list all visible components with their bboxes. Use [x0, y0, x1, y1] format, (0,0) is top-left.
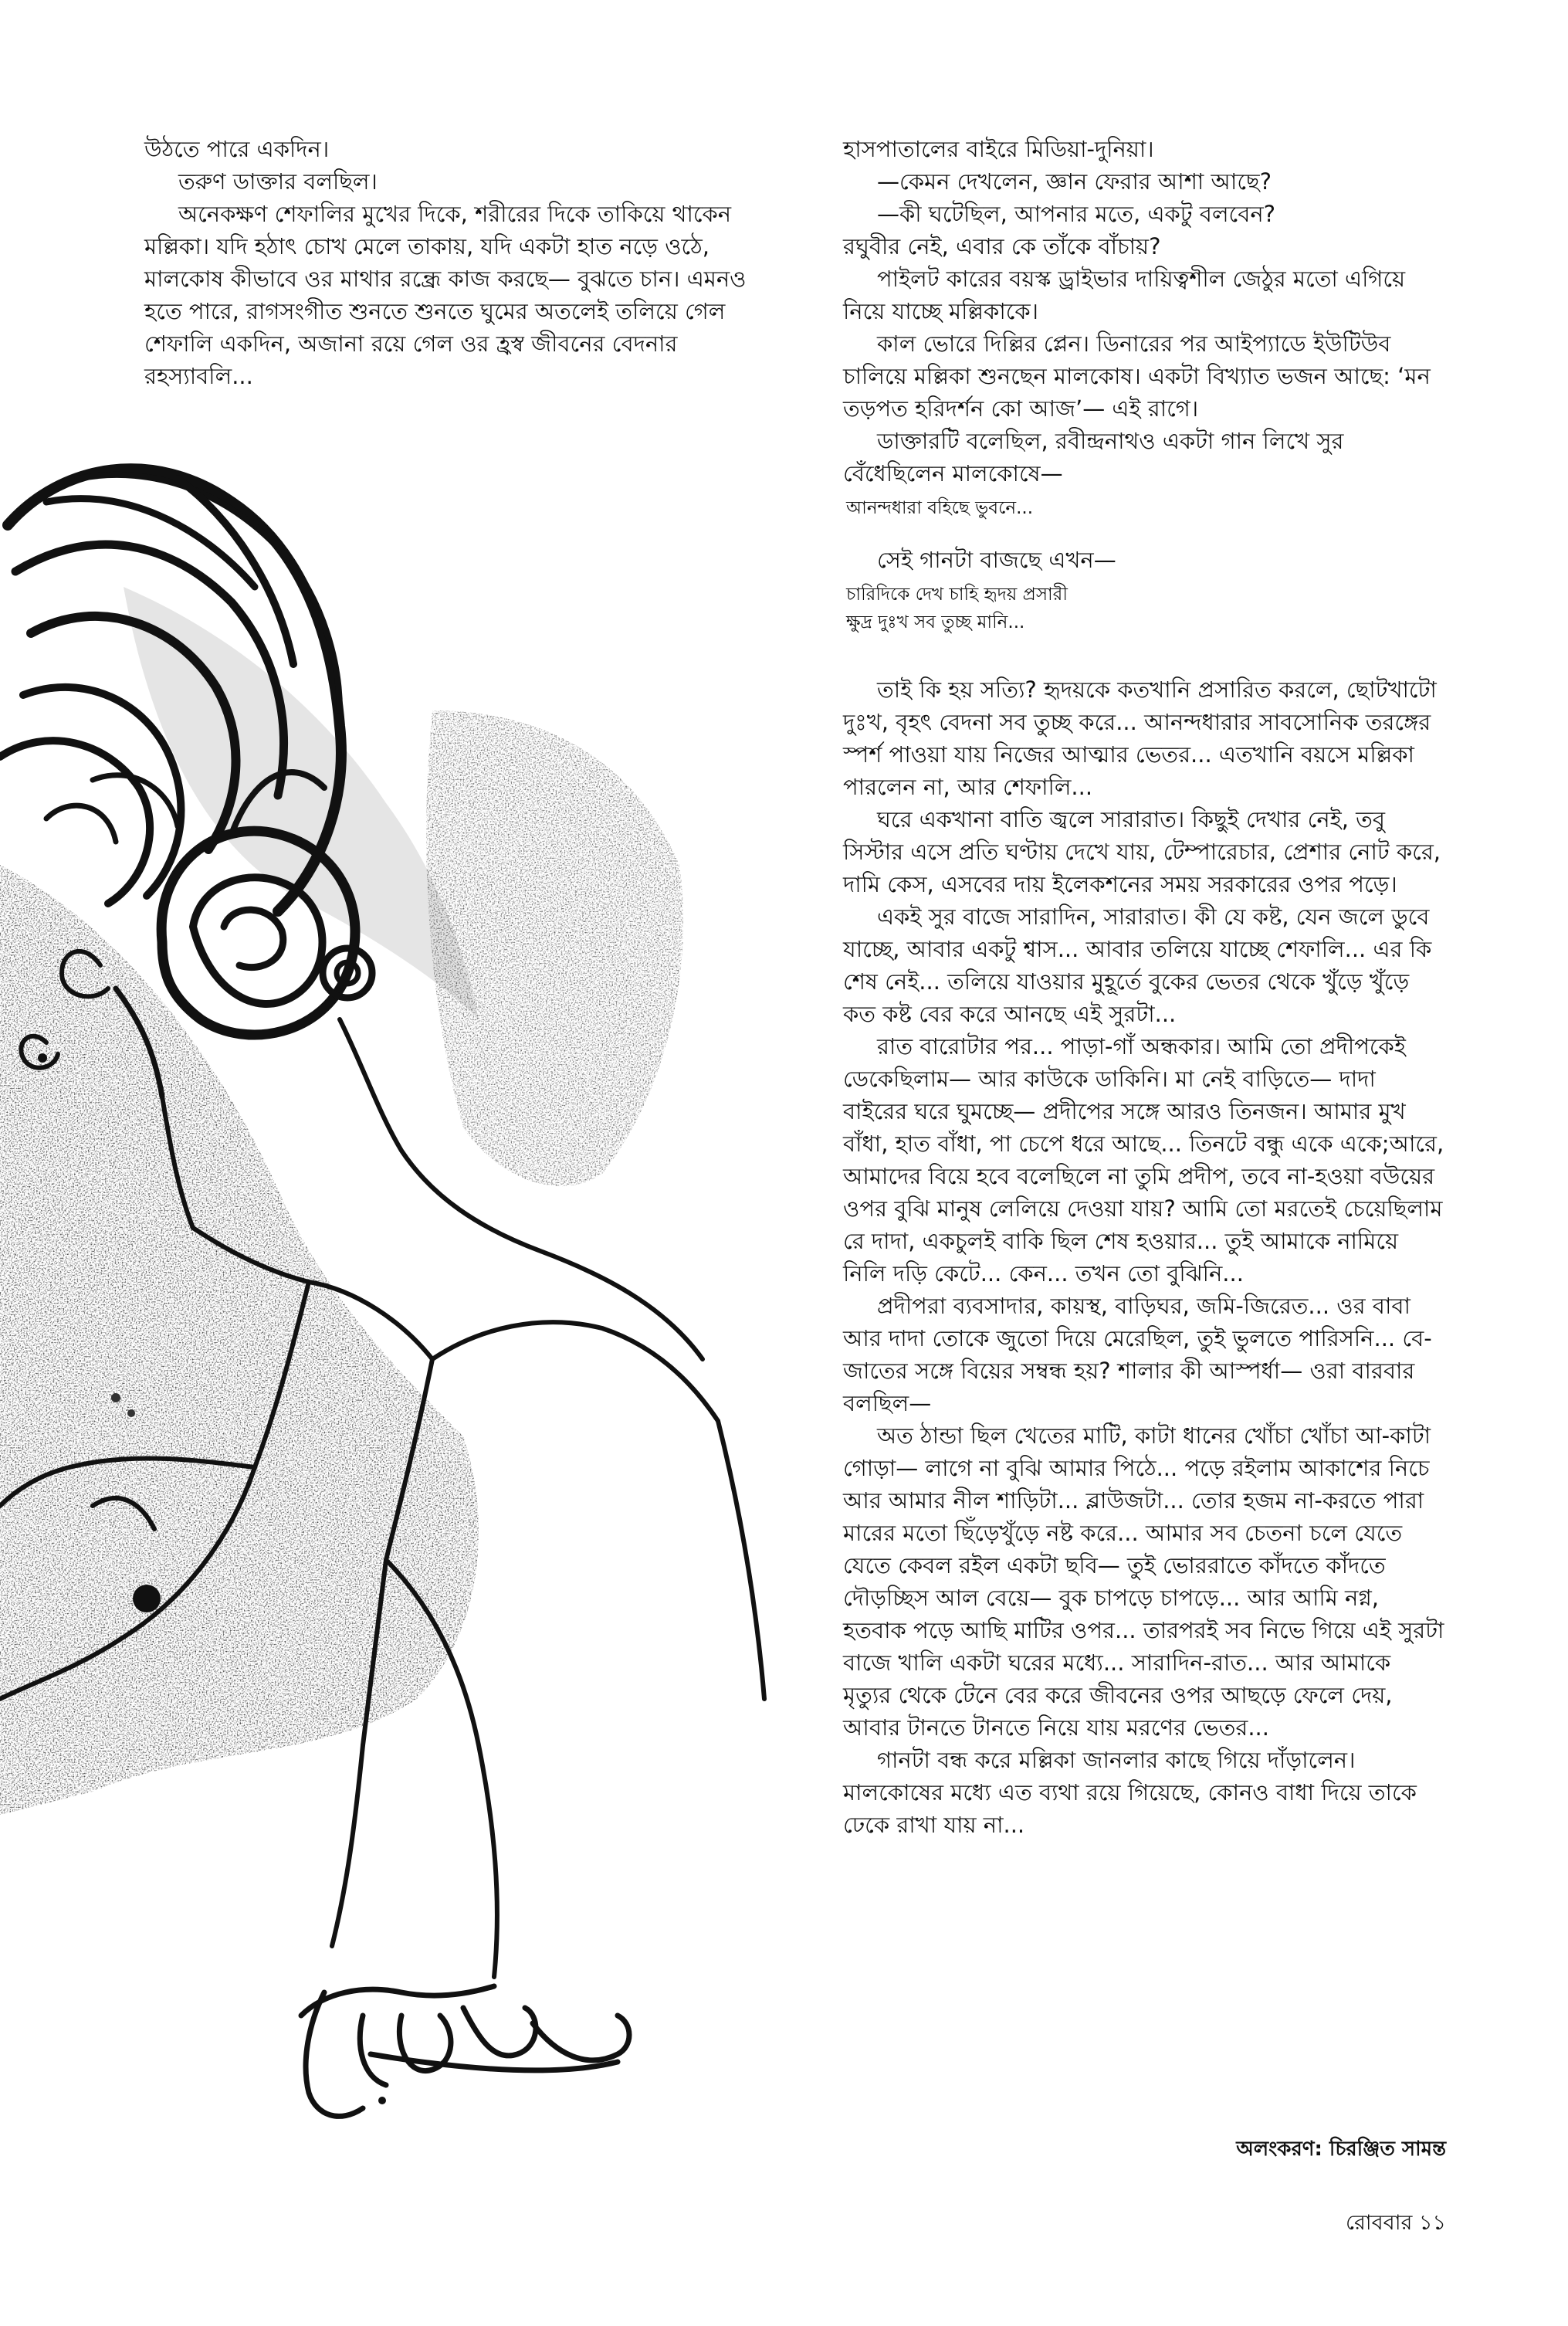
poem-quote: [843, 494, 1445, 522]
paragraph: পাইলট কারের বয়স্ক ড্রাইভার দায়িত্বশীল জেঠুর মতো এগিয়ে নিয়ে যাচ্ছে মল্লিকাকে।: [843, 266, 1406, 324]
paragraph: কাল ভোরে দিল্লির প্লেন। ডিনারের পর আইপ্যাডে ইউটিউব চালিয়ে মল্লিকা শুনছেন মালকোষ। একটা বিখ্যাত ভজন আছে: ‘মন তড়পত হরিদর্শন কো আজ’— এই রাগে।: [843, 331, 1431, 422]
left-column: [144, 133, 777, 392]
poem-line: চারিদিকে দেখ চাহি হৃদয় প্রসারী: [846, 585, 1068, 605]
paragraph: ডাক্তারটি বলেছিল, রবীন্দ্রনাথও একটা গান লিখে সুর বেঁধেছিলেন মালকোষে—: [843, 428, 1344, 487]
paragraph: প্রদীপরা ব্যবসাদার, কায়স্থ, বাড়িঘর, জমি-জিরেত... ওর বাবা আর দাদা তোকে জুতো দিয়ে মেরেছিল, তুই ভুলতে পারিসনি... বে-জাতের সঙ্গে বিয়ের সম্বন্ধ হয়? শালার কী আস্পর্ধা— ওরা বারবার বলছিল—: [843, 1293, 1432, 1416]
poem-quote: [843, 581, 1445, 636]
poem-line: ক্ষুদ্র দুঃখ সব তুচ্ছ মানি...: [846, 612, 1025, 632]
shading: [0, 587, 726, 1822]
paragraph: অনেকক্ষণ শেফালির মুখের দিকে, শরীরের দিকে তাকিয়ে থাকেন মল্লিকা। যদি হঠাৎ চোখ মেলে তাকায়, যদি একটা হাত নড়ে ওঠে, মালকোষ কীভাবে ওর মাথার রন্ধ্রে কাজ করছে— বুঝতে চান। এমনও হতে পারে, রাগসংগীত শুনতে শুনতে ঘুমের অতলেই তলিয়ে গেল শেফালি একদিন, অজানা রয়ে গেল ওর হ্রস্ব জীবনের বেদনার রহস্যাবলি...: [144, 201, 747, 389]
page-folio: রোববার ১১: [1346, 2211, 1446, 2235]
artist-signature: [301, 1986, 629, 2116]
paragraph: গানটা বন্ধ করে মল্লিকা জানলার কাছে গিয়ে দাঁড়ালেন। মালকোষের মধ্যে এত ব্যথা রয়ে গিয়েছে, কোনও বাধা দিয়ে তাকে ঢেকে রাখা যায় না...: [843, 1747, 1417, 1838]
paragraph: ঘরে একখানা বাতি জ্বলে সারারাত। কিছুই দেখার নেই, তবু সিস্টার এসে প্রতি ঘণ্টায় দেখে যায়, টেম্পারেচার, প্রেশার নোট করে, দামি কেস, এসবের দায় ইলেকশনের সময় সরকারের ওপর পড়ে।: [843, 806, 1441, 897]
paragraph: রঘুবীর নেই, এবার কে তাঁকে বাঁচায়?: [843, 233, 1161, 259]
illustration: [0, 432, 780, 2326]
paragraph: তরুণ ডাক্তার বলছিল।: [178, 168, 378, 195]
poem-line: আনন্দধারা বহিছে ভুবনে...: [846, 498, 1033, 518]
paragraph: তাই কি হয় সত্যি? হৃদয়কে কতখানি প্রসারিত করলে, ছোটখাটো দুঃখ, বৃহৎ বেদনা সব তুচ্ছ করে... আনন্দধারার সাবসোনিক তরঙ্গের স্পর্শ পাওয়া যায় নিজের আত্মার ভেতর... এতখানি বয়সে মল্লিকা পারলেন না, আর শেফালি...: [843, 676, 1437, 800]
paragraph: উঠতে পারে একদিন।: [144, 136, 330, 162]
paragraph: অত ঠান্ডা ছিল খেতের মাটি, কাটা ধানের খোঁচা খোঁচা আ-কাটা গোড়া— লাগে না বুঝি আমার পিঠে... পড়ে রইলাম আকাশের নিচে আর আমার নীল শাড়িটা... ব্লাউজটা... তোর হজম না-করতে পারা মারের মতো ছিঁড়েখুঁড়ে নষ্ট করে... আমার সব চেতনা চলে যেতে যেতে কেবল রইল একটা ছবি— তুই ভোররাতে কাঁদতে কাঁদতে দৌড়চ্ছিস আল বেয়ে— বুক চাপড়ে চাপড়ে... আর আমি নগ্ন, হতবাক পড়ে আছি মাটির ওপর... তারপরই সব নিভে গিয়ে এই সুরটা বাজে খালি একটা ঘরের মধ্যে... সারাদিন-রাত... আর আমাকে মৃত্যুর থেকে টেনে বের করে জীবনের ওপর আছড়ে ফেলে দেয়, আবার টানতে টানতে নিয়ে যায় মরণের ভেতর...: [843, 1422, 1444, 1741]
paragraph: একই সুর বাজে সারাদিন, সারারাত। কী যে কষ্ট, যেন জলে ডুবে যাচ্ছে, আবার একটু শ্বাস... আবার তলিয়ে যাচ্ছে শেফালি... এর কি শেষ নেই... তলিয়ে যাওয়ার মুহূর্তে বুকের ভেতর থেকে খুঁড়ে খুঁড়ে কত কষ্ট বের করে আনছে এই সুরটা...: [843, 904, 1432, 1027]
right-column: [843, 133, 1445, 1841]
paragraph: —কী ঘটেছিল, আপনার মতে, একটু বলবেন?: [877, 201, 1276, 227]
paragraph: —কেমন দেখলেন, জ্ঞান ফেরার আশা আছে?: [877, 168, 1272, 195]
illustration-credit: অলংকরণ: চিরঞ্জিত সামন্ত: [1236, 2138, 1446, 2161]
paragraph: সেই গানটা বাজছে এখন—: [877, 547, 1116, 573]
paragraph: হাসপাতালের বাইরে মিডিয়া-দুনিয়া।: [843, 136, 1154, 162]
paragraph: রাত বারোটার পর... পাড়া-গাঁ অন্ধকার। আমি তো প্রদীপকেই ডেকেছিলাম— আর কাউকে ডাকিনি। মা নেই বাড়িতে— দাদা বাইরের ঘরে ঘুমচ্ছে— প্রদীপের সঙ্গে আরও তিনজন। আমার মুখ বাঁধা, হাত বাঁধা, পা চেপে ধরে আছে... তিনটে বন্ধু একে একে;আরে, আমাদের বিয়ে হবে বলেছিলে না তুমি প্রদীপ, তবে না-হওয়া বউয়ের ওপর বুঝি মানুষ লেলিয়ে দেওয়া যায়? আমি তো মরতেই চেয়েছিলাম রে দাদা, একচুলই বাকি ছিল শেষ হওয়ার... তুই আমাকে নামিয়ে নিলি দড়ি কেটে... কেন... তখন তো বুঝিনি...: [843, 1033, 1444, 1287]
